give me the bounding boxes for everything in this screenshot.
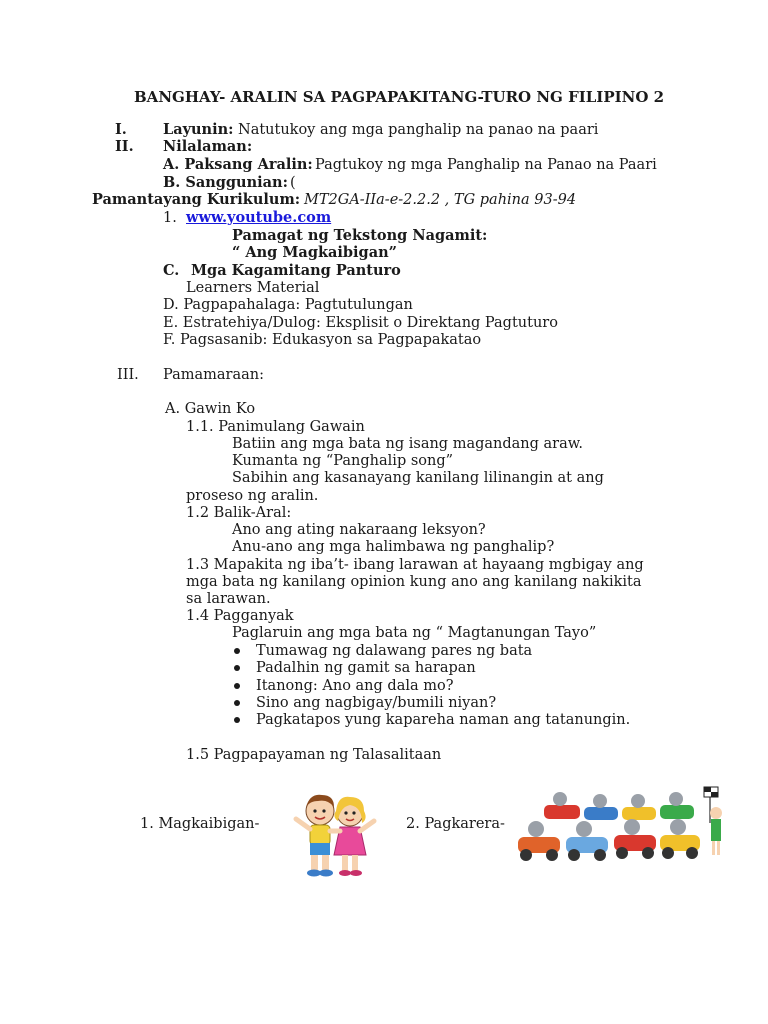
section-2-number: II.	[115, 138, 134, 155]
pagganyak: 1.4 Pagganyak	[186, 608, 294, 624]
section-1-label: Layunin:	[163, 121, 234, 138]
friends-illustration	[290, 785, 380, 885]
p13-line: mga bata ng kanilang opinion kung ano ang kanilang nakikita	[186, 574, 642, 590]
page-title: BANGHAY- ARALIN SA PAGPAPAKITANG-TURO NG FILIPINO 2	[134, 88, 665, 106]
youtube-link[interactable]: www.youtube.com	[186, 209, 332, 226]
kagamitan-label: Mga Kagamitang Panturo	[191, 262, 401, 279]
p11-cont: proseso ng aralin.	[186, 488, 319, 504]
p11-line: Batiin ang mga bata ng isang magandang araw.	[232, 436, 584, 452]
kagamitan-letter: C.	[163, 262, 180, 279]
learners-material: Learners Material	[186, 280, 320, 296]
p12-line: Anu-ano ang mga halimbawa ng panghalip?	[232, 539, 555, 555]
kwento-title: “ Ang Magkaibigan”	[232, 244, 397, 261]
p13-line: 1.3 Mapakita ng iba’t- ibang larawan at hayaang mgbigay ang	[186, 557, 644, 573]
sanggunian-text: (	[290, 175, 296, 191]
pagganyak-intro: Paglaruin ang mga bata ng “ Magtanungan Tayo”	[232, 625, 597, 641]
bullet-icon	[234, 700, 240, 706]
p13-line: sa larawan.	[186, 591, 271, 607]
p11-line: Kumanta ng “Panghalip song”	[232, 453, 454, 469]
balik-aral: 1.2 Balik-Aral:	[186, 505, 292, 521]
section-1-text: Natutukoy ang mga panghalip na panao na paari	[238, 122, 599, 138]
gawin-ko: A. Gawin Ko	[165, 401, 256, 417]
bullet-icon	[234, 665, 240, 671]
section-2-label: Nilalaman:	[163, 138, 253, 155]
bullet-icon	[234, 683, 240, 689]
race-cars-illustration	[514, 783, 728, 879]
kurikulum-label: Pamantayang Kurikulum:	[92, 191, 301, 208]
paksang-aralin-text: Pagtukoy ng mga Panghalip na Panao na Paari	[315, 157, 657, 173]
pamagat-label: Pamagat ng Tekstong Nagamit:	[232, 227, 488, 244]
bullet-item: Itanong: Ano ang dala mo?	[256, 678, 454, 694]
sanggunian-label: B. Sanggunian:	[163, 174, 288, 191]
bullet-icon	[234, 648, 240, 654]
estratehiya: E. Estratehiya/Dulog: Eksplisit o Direktang Pagtuturo	[163, 315, 558, 331]
talasalitaan: 1.5 Pagpapayaman ng Talasalitaan	[186, 747, 442, 763]
p12-line: Ano ang ating nakaraang leksyon?	[232, 522, 486, 538]
section-3-label: Pamamaraan:	[163, 367, 264, 383]
panimulang-gawain: 1.1. Panimulang Gawain	[186, 419, 365, 435]
vocab-item-pagkarera: 2. Pagkarera-	[406, 816, 505, 832]
bullet-item: Tumawag ng dalawang pares ng bata	[256, 643, 533, 659]
p11-line: Sabihin ang kasanayang kanilang lilinangin at ang	[232, 470, 604, 486]
section-1-number: I.	[115, 121, 127, 138]
bullet-item: Sino ang nagbigay/bumili niyan?	[256, 695, 497, 711]
bullet-item: Pagkatapos yung kapareha naman ang tatanungin.	[256, 712, 631, 728]
pagpapahalaga: D. Pagpapahalaga: Pagtutulungan	[163, 297, 413, 313]
vocab-item-magkaibigan: 1. Magkaibigan-	[140, 816, 260, 832]
section-3-number: III.	[117, 367, 139, 383]
bullet-icon	[234, 717, 240, 723]
pagsasanib: F. Pagsasanib: Edukasyon sa Pagpapakatao	[163, 332, 482, 348]
ref-number: 1.	[163, 210, 177, 226]
bullet-item: Padalhin ng gamit sa harapan	[256, 660, 476, 676]
paksang-aralin-label: A. Paksang Aralin:	[163, 156, 313, 173]
kurikulum-text: MT2GA-IIa-e-2.2.2 , TG pahina 93-94	[304, 192, 577, 208]
